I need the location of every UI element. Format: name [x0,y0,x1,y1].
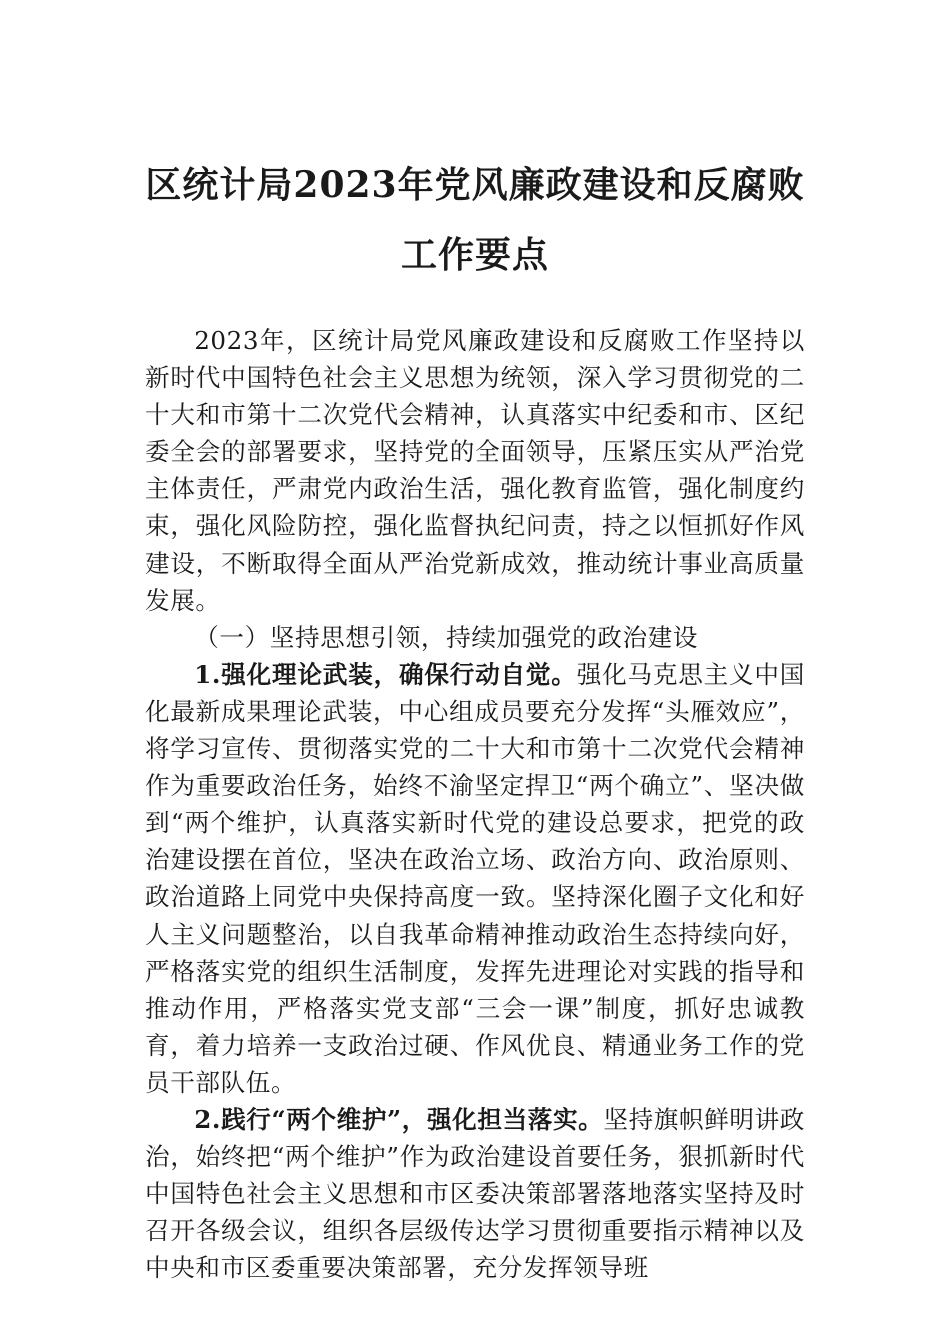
document-title: 区统计局2023年党风廉政建设和反腐败工作要点 [145,164,805,276]
intro-paragraph: 2023年，区统计局党风廉政建设和反腐败工作坚持以新时代中国特色社会主义思想为统领，深入学习贯彻党的二十大和市第十二次党代会精神，认真落实中纪委和市、区纪委全会的部署要求，坚持党的全面领导，压紧压实从严治党主体责任，严肃党内政治生活，强化教育监管，强化制度约束，强化风险防控，强化监督执纪问责，持之以恒抓好作风建设，不断取得全面从严治党新成效，推动统计事业高质量发展。 [145,326,805,615]
item-2-lead: 2.践行“两个维护”，强化担当落实。 [194,1104,604,1134]
section-heading: （一）坚持思想引领，持续加强党的政治建设 [194,622,699,652]
item-1-paragraph [145,656,805,1101]
item-1-lead: 1.强化理论武装，确保行动自觉。 [194,659,577,689]
item-1-text: 强化马克思主义中国化最新成果理论武装，中心组成员要充分发挥“头雁效应”，将学习宣传、贯彻落实党的二十大和市第十二次党代会精神作为重要政治任务，始终不渝坚定捍卫“两个确立”、坚决做到“两个维护，认真落实新时代党的建设总要求，把党的政治建设摆在首位，坚决在政治立场、政治方向、政治原则、政治道路上同党中央保持高度一致。坚持深化圈子文化和好人主义问题整治，以自我革命精神推动政治生态持续向好，严格落实党的组织生活制度，发挥先进理论对实践的指导和推动作用，严格落实党支部“三会一课”制度，抓好忠诚教育，着力培养一支政治过硬、作风优良、精通业务工作的党员干部队伍。 [145,659,806,1097]
document-body [145,322,805,1286]
item-2-text: 坚持旗帜鲜明讲政治，始终把“两个维护”作为政治建设首要任务，狠抓新时代中国特色社会主义思想和市区委决策部署落地落实坚持及时召开各级会议，组织各层级传达学习贯彻重要指示精神以及中央和市区委重要决策部署，充分发挥领导班 [145,1104,805,1283]
item-2-paragraph [145,1101,805,1286]
